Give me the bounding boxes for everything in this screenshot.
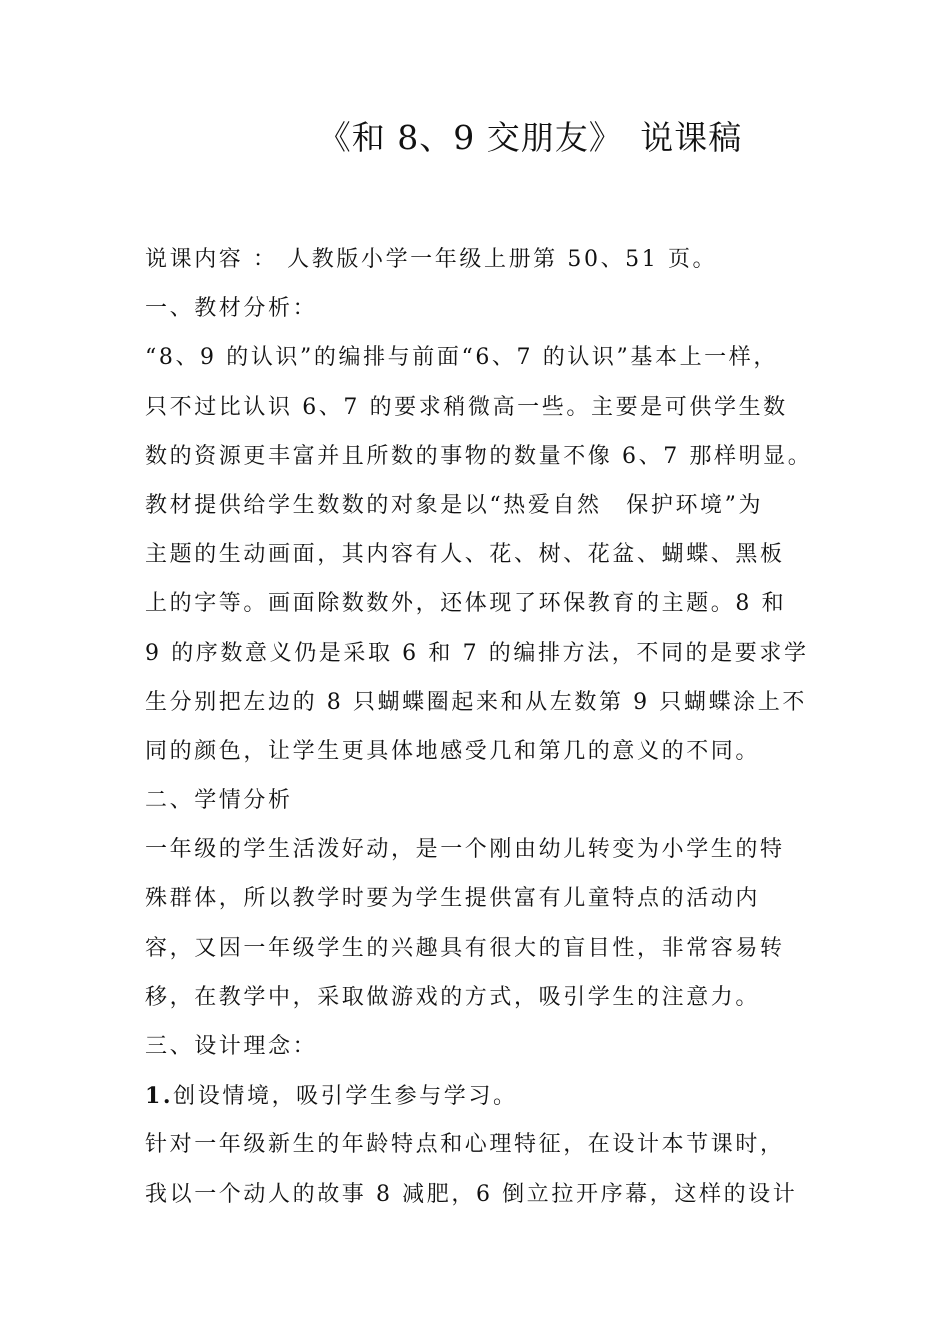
paragraph-line: 容，又因一年级学生的兴趣具有很大的盲目性，非常容易转 [145, 935, 785, 961]
paragraph-line: “8、9 的认识”的编排与前面“6、7 的认识”基本上一样， [145, 345, 778, 371]
paragraph-line: 移，在教学中，采取做游戏的方式，吸引学生的注意力。 [145, 984, 761, 1010]
paragraph-line: 主题的生动画面，其内容有人、花、树、花盆、蝴蝶、黑板 [145, 542, 785, 568]
subheading-number: 1. [145, 1083, 174, 1110]
section-heading: 二、学情分析 [145, 788, 293, 814]
document-body [145, 242, 835, 1226]
paragraph-line: 9 的序数意义仍是采取 6 和 7 的编排方法，不同的是要求学 [145, 640, 809, 666]
paragraph-line: 说课内容 ： 人教版小学一年级上册第 50、51 页。 [145, 247, 718, 272]
paragraph-line: 数的资源更丰富并且所数的事物的数量不像 6、7 那样明显。 [145, 443, 813, 469]
section-heading: 三、设计理念： [145, 1034, 318, 1059]
subheading-line [145, 1078, 835, 1127]
paragraph-line: 同的颜色，让学生更具体地感受几和第几的意义的不同。 [145, 738, 761, 764]
paragraph-line: 只不过比认识 6、7 的要求稍微高一些。主要是可供学生数 [145, 394, 788, 420]
section-heading: 一、教材分析： [145, 296, 318, 322]
paragraph-line: 一年级的学生活泼好动，是一个刚由幼儿转变为小学生的特 [145, 837, 785, 863]
paragraph-line: 殊群体，所以教学时要为学生提供富有儿童特点的活动内 [145, 886, 761, 912]
document-title: 《和 8、9 交朋友》 说课稿 [317, 118, 743, 157]
paragraph-line: 针对一年级新生的年龄特点和心理特征，在设计本节课时， [145, 1132, 785, 1158]
paragraph-line: 教材提供给学生数数的对象是以“热爱自然 保护环境”为 [145, 492, 764, 518]
subheading-text: 创设情境，吸引学生参与学习。 [173, 1084, 518, 1110]
paragraph-line: 生分别把左边的 8 只蝴蝶圈起来和从左数第 9 只蝴蝶涂上不 [145, 689, 807, 715]
paragraph-line: 我以一个动人的故事 8 减肥，6 倒立拉开序幕，这样的设计 [145, 1181, 798, 1207]
paragraph-line: 上的字等。画面除数数外，还体现了环保教育的主题。8 和 [145, 591, 787, 617]
